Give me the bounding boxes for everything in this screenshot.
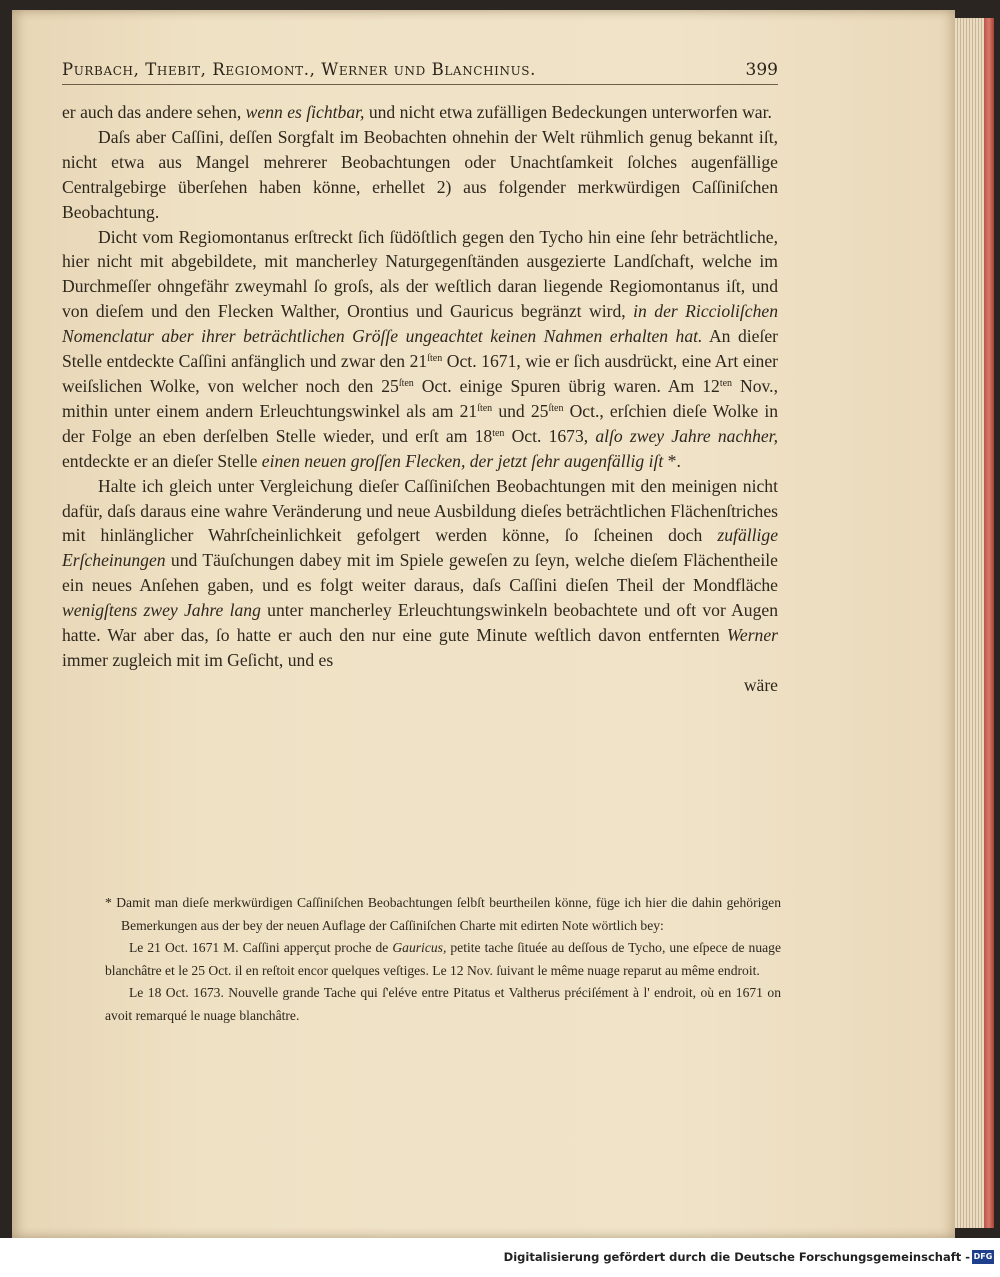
- header-rule: [62, 84, 778, 85]
- dfg-logo-icon: DFG: [972, 1250, 994, 1264]
- running-header: [62, 60, 778, 90]
- book-page-edges: [955, 18, 987, 1228]
- body-text: [62, 100, 778, 698]
- footnote-quote-2: Le 18 Oct. 1673. Nouvelle grande Tache qui ſ'eléve entre Pitatus et Valtherus préciſément à l' endroit, où en 1671 on avoit remarqué le nuage blanchâtre.: [105, 985, 781, 1023]
- page-number: 399: [745, 60, 778, 80]
- paragraph-3: Dicht vom Regiomontanus erſtreckt ſich ſüdöſtlich gegen den Tycho hin eine ſehr beträchtliche, hier nicht mit abgebildete, mit mancherley Naturgegenſtänden ausgezierte Landſchaft, welche im Durchmeſſer ohngefähr zweymahl ſo groſs, als der weſtlich daran liegende Regiomontanus iſt, und von dieſem und den Flecken Walther, Orontius und Gauricus begränzt wird, in der Riccioliſchen Nomenclatur aber ihrer beträchtlichen Gröſſe ungeachtet keinen Nahmen erhalten hat. An dieſer Stelle entdeckte Caſſini anfänglich und zwar den $21^{ſten}$ Oct. 1671, wie er ſich ausdrückt, eine Art einer weiſslichen Wolke, von welcher noch den $25^{ſten}$ Oct. einige Spuren übrig waren. Am $12^{ten}$ Nov., mithin unter einem andern Erleuchtungswinkel als am $21^{ſten}$ und $25^{ſten}$ Oct., erſchien dieſe Wolke in der Folge an eben derſelben Stelle wieder, und erſt am $18^{ten}$ Oct. 1673, alſo zwey Jahre nachher, entdeckte er an dieſer Stelle einen neuen groſſen Flecken, der jetzt ſehr augenfällig iſt *.: [62, 226, 779, 471]
- paragraph-4: Halte ich gleich unter Vergleichung dieſer Caſſiniſchen Beobachtungen mit den meinigen nicht dafür, daſs daraus eine wahre Veränderung und neue Ausbildung dieſes beträchtlichen Flächenſtriches mit hinlänglicher Wahrſcheinlichkeit gefolgert werden könne, ſo ſcheinen doch zufällige Erſcheinungen und Täuſchungen dabey mit im Spiele geweſen zu ſeyn, welche dieſem Flächentheile ein neues Anſehen gaben, und es folgt weiter daraus, daſs Caſſini dieſen Theil der Mondfläche wenigſtens zwey Jahre lang unter mancherley Erleuchtungswinkeln beobachtete und oft vor Augen hatte. War aber das, ſo hatte er auch den nur eine gute Minute weſtlich davon entfernten Werner immer zugleich mit im Geſicht, und es wäre: [62, 474, 778, 698]
- paragraph-1: er auch das andere sehen, wenn es ſichtbar, und nicht etwa zufälligen Bedeckungen unterworfen war.: [62, 102, 772, 122]
- digitization-credit: Digitalisierung gefördert durch die Deutsche Forschungsgemeinschaft -: [503, 1250, 970, 1264]
- footnote: [105, 892, 781, 1027]
- catchword: wäre: [743, 674, 778, 695]
- paragraph-2: Daſs aber Caſſini, deſſen Sorgfalt im Beobachten ohnehin der Welt rühmlich genug bekannt iſt, nicht etwa aus Mangel mehrerer Beobachtungen oder Unachtſamkeit ſolches augenfällige Centralgebirge überſehen haben könne, erhellet 2) aus folgender merkwürdigen Caſſiniſchen Beobachtung.: [62, 126, 778, 222]
- running-title: Purbach, Thebit, Regiomont., Werner und Blanchinus.: [62, 60, 536, 79]
- footnote-intro: * Damit man dieſe merkwürdigen Caſſiniſchen Beobachtungen ſelbſt beurtheilen könne, füge ich hier die dahin gehörigen Bemerkungen aus der bey der neuen Auflage der Caſſiniſchen Charte mit edirten Note wörtlich bey:: [105, 895, 781, 933]
- footnote-quote-1: Le 21 Oct. 1671 M. Caſſini apperçut proche de Gauricus, petite tache ſituée au deſſous de Tycho, une eſpece de nuage blanchâtre et le 25 Oct. il en reſtoit encor quelques veſtiges. Le 12 Nov. ſuivant le même nuage reparut au même endroit.: [105, 940, 781, 978]
- book-red-edge: [984, 18, 994, 1228]
